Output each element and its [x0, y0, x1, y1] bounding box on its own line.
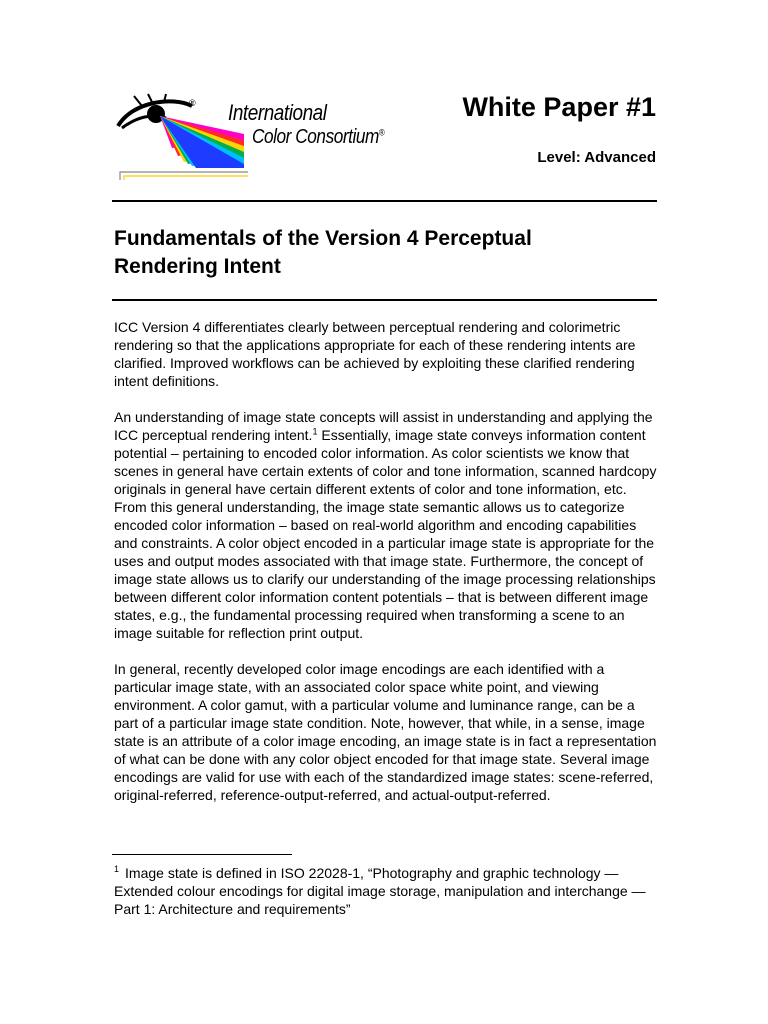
footnote-divider — [112, 854, 292, 855]
footnote-number: 1 — [114, 864, 120, 874]
footnote-text: Image state is defined in ISO 22028-1, “Photography and graphic technology — Extended colour encodings for digital image storage, manipulation and interchange — Part 1: Architecture and requirements” — [114, 865, 646, 917]
logo-text-international: International — [228, 100, 327, 125]
paragraph-encodings: In general, recently developed color image encodings are each identified with a particular image state, with an associated color space white point, and viewing environment. A color gamut, with a particular volume and luminance range, can be a part of a particular image state condition. Note, however, that while, in a sense, image state is an attribute of a color image encoding, an image state is in fact a representation of what can be done with any color object encoded for that image state. Several image encodings are valid for use with each of the standardized image states: scene-referred, original-referred, reference-output-referred, and actual-output-referred. — [114, 661, 657, 803]
title-divider — [112, 299, 657, 301]
registered-mark: ® — [189, 98, 196, 108]
document-body — [114, 318, 662, 822]
level-label: Level: Advanced — [537, 149, 656, 166]
footnote-reference[interactable]: 1 — [312, 426, 318, 437]
footnote — [114, 860, 662, 918]
document-title: Fundamentals of the Version 4 Perceptual Rendering Intent — [114, 227, 532, 278]
registered-mark: ® — [378, 127, 385, 138]
icc-logo — [112, 92, 422, 184]
paragraph-image-state: An understanding of image state concepts will assist in understanding and applying the ICC perceptual rendering intent.$^1$ Essentially, image state conveys information content potential – pertaining to encoded color information. As color scientists we know that scenes in general have certain extents of color and tone information, scanned hardcopy originals in general have certain different extents of color and tone information, etc. From this general understanding, the image state semantic allows us to categorize encoded color information – based on real-world algorithm and encoding capabilities and constraints. A color object encoded in a particular image state is appropriate for the uses and output modes associated with that image state. Furthermore, the concept of image state allows us to clarify our understanding of the image processing relationships between different color information content potentials – that is between different image states, e.g., the fundamental processing required when transforming a scene to an image suitable for reflection print output. — [114, 409, 657, 641]
white-paper-number: White Paper #1 — [462, 92, 656, 122]
header-divider — [112, 200, 657, 202]
logo-text-color-consortium: Color Consortium® — [252, 126, 385, 148]
paragraph-intro: ICC Version 4 differentiates clearly between perceptual rendering and colorimetric rendering so that the applications appropriate for each of these rendering intents are clarified. Improved workflows can be achieved by exploiting these clarified rendering intent definitions. — [114, 319, 636, 389]
